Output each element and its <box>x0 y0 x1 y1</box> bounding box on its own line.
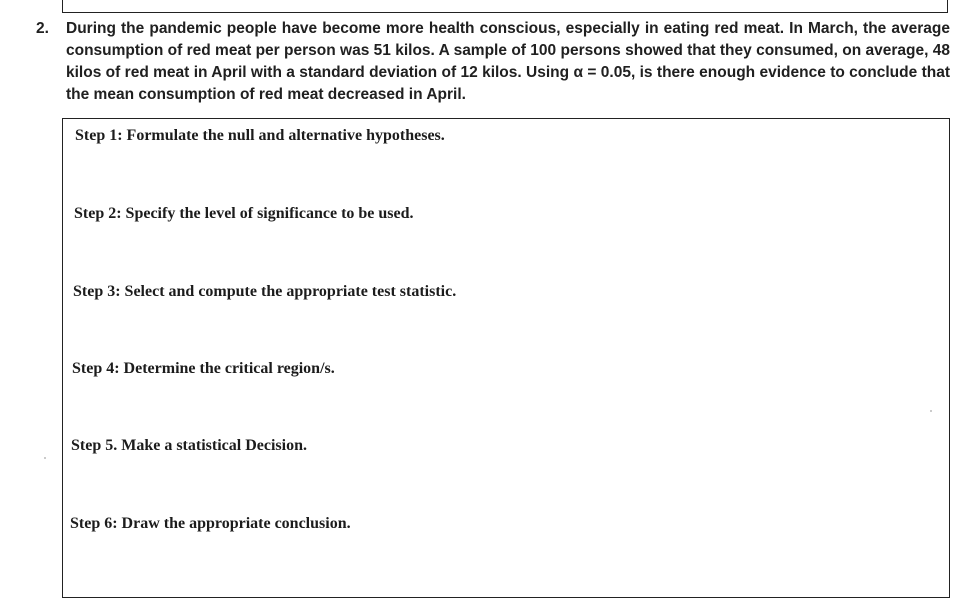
previous-answer-box <box>62 0 948 13</box>
step-3-label: Step 3: Select and compute the appropriate test statistic. <box>73 283 457 300</box>
question-number: 2. <box>36 20 49 37</box>
answer-box <box>62 118 950 598</box>
scan-speck <box>44 457 46 459</box>
step-5-label: Step 5. Make a statistical Decision. <box>71 437 307 454</box>
question-block <box>36 18 950 106</box>
step-1-label: Step 1: Formulate the null and alternative hypotheses. <box>75 127 445 144</box>
question-text: During the pandemic people have become more health conscious, especially in eating red meat. In March, the average consumption of red meat per person was 51 kilos. A sample of 100 persons showed that they consumed, on average, 48 kilos of red meat in April with a standard deviation of 12 kilos. Using α = 0.05, is there enough evidence to conclude that the mean consumption of red meat decreased in April. <box>66 20 950 103</box>
scan-speck <box>930 410 932 412</box>
step-4-label: Step 4: Determine the critical region/s. <box>72 360 335 377</box>
step-2-label: Step 2: Specify the level of significance to be used. <box>74 205 414 222</box>
step-6-label: Step 6: Draw the appropriate conclusion. <box>70 515 351 532</box>
